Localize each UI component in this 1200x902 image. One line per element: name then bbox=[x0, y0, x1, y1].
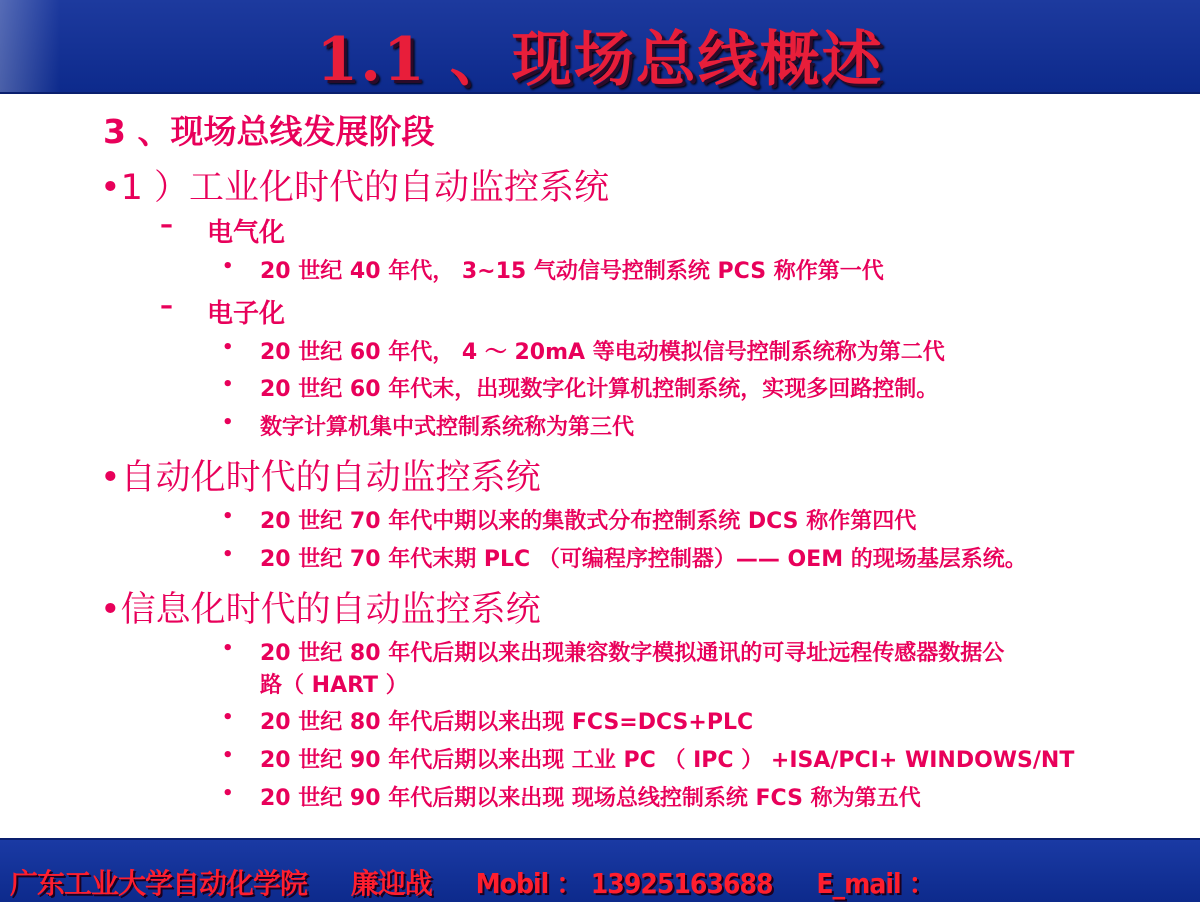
bullet-industrial-era bbox=[100, 160, 609, 210]
list-item: 20 世纪 90 年代后期以来出现 现场总线控制系统 FCS 称为第五代 bbox=[260, 786, 921, 811]
slide-content bbox=[0, 92, 1200, 838]
item-dot: • bbox=[222, 783, 234, 804]
bullet-automation-era bbox=[100, 450, 541, 500]
item-dot: • bbox=[222, 256, 234, 277]
item-dot: • bbox=[222, 374, 234, 395]
bullet-label: 自动化时代的自动监控系统 bbox=[120, 458, 541, 498]
item-dot: • bbox=[222, 745, 234, 766]
list-item: 20 世纪 40 年代， 3~15 气动信号控制系统 PCS 称作第一代 bbox=[260, 259, 884, 284]
item-dot: • bbox=[222, 412, 234, 433]
item-dot: • bbox=[222, 638, 234, 659]
dash-marker: – bbox=[160, 291, 173, 321]
bullet-information-era bbox=[100, 582, 541, 632]
footer-mobile: Mobil ： 13925163688 bbox=[475, 867, 773, 900]
bullet-label: 信息化时代的自动监控系统 bbox=[120, 590, 541, 630]
list-item: 数字计算机集中式控制系统称为第三代 bbox=[260, 415, 635, 440]
list-item: 20 世纪 80 年代后期以来出现 FCS=DCS+PLC bbox=[260, 710, 754, 735]
list-item: 20 世纪 60 年代末，出现数字化计算机控制系统，实现多回路控制。 bbox=[260, 377, 939, 402]
item-dot: • bbox=[222, 544, 234, 565]
item-dot: • bbox=[222, 337, 234, 358]
item-dot: • bbox=[222, 506, 234, 527]
bullet-dot: • bbox=[100, 168, 121, 208]
item-dot: • bbox=[222, 707, 234, 728]
footer-org: 广东工业大学自动化学院 bbox=[10, 867, 308, 900]
footer-email: E_mail ： bbox=[816, 867, 936, 900]
slide-title: 1.1 、现场总线概述 bbox=[316, 25, 884, 95]
footer-author: 廉迎战 bbox=[350, 867, 432, 900]
sub-electrification: 电气化 bbox=[207, 218, 286, 248]
sub-electronics: 电子化 bbox=[207, 299, 286, 329]
bullet-label: 1 ）工业化时代的自动监控系统 bbox=[120, 168, 610, 208]
list-item: 20 世纪 60 年代， 4 ～ 20mA 等电动模拟信号控制系统称为第二代 bbox=[260, 340, 945, 365]
list-item: 20 世纪 70 年代末期 PLC （可编程序控制器）—— OEM 的现场基层系统。 bbox=[260, 547, 1027, 572]
bullet-dot: • bbox=[100, 590, 121, 630]
list-item: 20 世纪 90 年代后期以来出现 工业 PC （ IPC ） +ISA/PCI+ WINDOWS/NT bbox=[260, 748, 1075, 773]
list-item: 20 世纪 80 年代后期以来出现兼容数字模拟通讯的可寻址远程传感器数据公 bbox=[260, 641, 1005, 666]
section-heading: 3 、现场总线发展阶段 bbox=[103, 112, 435, 151]
list-item: 20 世纪 70 年代中期以来的集散式分布控制系统 DCS 称作第四代 bbox=[260, 509, 917, 534]
bullet-dot: • bbox=[100, 458, 121, 498]
dash-marker: – bbox=[160, 210, 173, 240]
list-item-continuation: 路（ HART ） bbox=[260, 673, 408, 698]
footer-text bbox=[10, 862, 971, 902]
